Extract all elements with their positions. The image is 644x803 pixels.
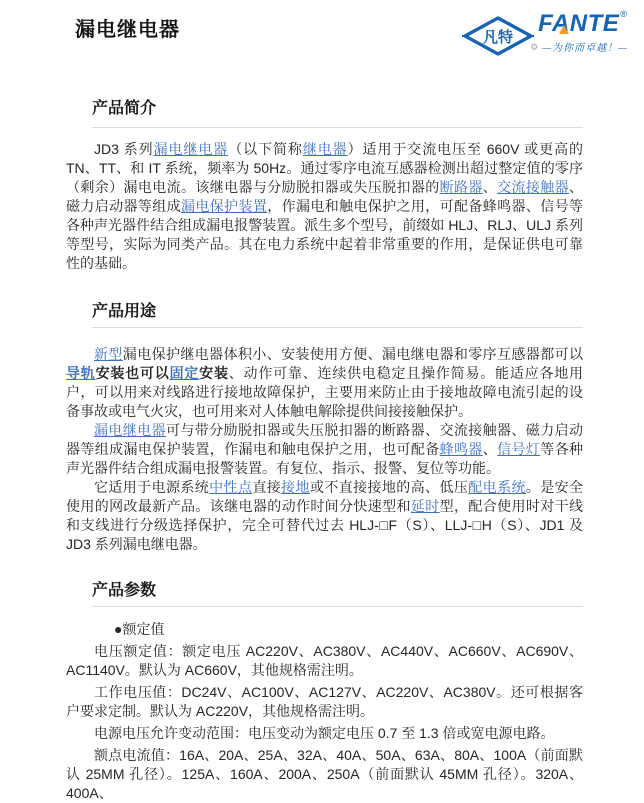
text-link[interactable]: 导轨 bbox=[66, 365, 96, 381]
diamond-logo-text: 凡特 bbox=[483, 29, 514, 46]
brand-name: FANTE bbox=[538, 10, 620, 37]
text-link[interactable]: 继电器 bbox=[302, 141, 348, 157]
text-run: 可与带分励脱扣器或失压脱扣器的断路器、交流接触器、磁力启动器等组成漏电保护装置，作漏电和触电保护之用，也可配备 bbox=[66, 422, 584, 457]
section-divider bbox=[92, 327, 583, 328]
section-body bbox=[66, 140, 583, 273]
section-heading-usage: 产品用途 bbox=[92, 303, 157, 320]
section-heading-params: 产品参数 bbox=[92, 582, 157, 599]
text-run: 额点电流值：16A、20A、25A、32A、40A、50A、63A、80A、100A（前面默认 25MM 孔径）。125A、160A、200A、250A（前面默认 45MM 孔径）。320A、400A、 bbox=[66, 747, 583, 801]
text-link[interactable]: 固定 bbox=[169, 365, 200, 381]
section-body bbox=[66, 620, 583, 803]
section-params bbox=[66, 582, 583, 803]
gear-icon: ⚙ bbox=[530, 42, 539, 52]
text-link[interactable]: 延时 bbox=[410, 498, 440, 514]
section-heading-intro: 产品简介 bbox=[92, 100, 157, 117]
text-run: 等各种声光器件结合组成漏电报警装置。有复位、指示、报警、复位等功能。 bbox=[66, 441, 584, 476]
text-run: 、动作可靠、连续供电稳定且操作简易。能适应各地用户，可以用来对线路进行接地故障保护，主要用来防止由于接地故障电流引起的设备事故或电气火灾，也可用来对人体触电解除提供间接接触保护。 bbox=[66, 365, 584, 419]
page-title: 漏电继电器 bbox=[75, 19, 180, 41]
diamond-logo-icon bbox=[462, 15, 534, 57]
text-link[interactable]: 漏电保护装置 bbox=[180, 198, 268, 214]
text-run: 直接 bbox=[252, 479, 282, 495]
paragraph bbox=[66, 746, 583, 803]
section-usage bbox=[66, 303, 583, 554]
section-divider bbox=[92, 127, 583, 128]
section-divider bbox=[92, 606, 583, 607]
paragraph bbox=[66, 345, 583, 421]
bold-text: 安装 bbox=[199, 365, 229, 381]
text-link[interactable]: 信号灯 bbox=[497, 441, 541, 457]
text-run: 它适用于电源系统 bbox=[94, 479, 210, 495]
text-run: 、磁力启动器等组成 bbox=[66, 179, 584, 214]
paragraph bbox=[66, 642, 583, 680]
brand-slogan: —为你而卓越！— bbox=[542, 43, 628, 54]
text-link[interactable]: 接地 bbox=[281, 479, 310, 495]
text-link[interactable]: 中性点 bbox=[209, 479, 253, 495]
paragraph bbox=[66, 478, 583, 554]
section-body bbox=[66, 345, 583, 554]
text-run: 漏电保护继电器体积小、安装使用方便、漏电继电器和零序互感器都可以 bbox=[122, 346, 584, 362]
text-link[interactable]: 断路器 bbox=[439, 179, 483, 195]
text-run: 型，配合使用时对干线和支线进行分级选择保护，完全可替代过去 HLJ-□F（S）、LLJ-□H（S）、JD1 及 JD3 系列漏电继电器。 bbox=[66, 498, 584, 552]
brand-block bbox=[530, 9, 628, 54]
text-run: JD3 系列 bbox=[94, 141, 154, 157]
text-run: ●额定值 bbox=[114, 621, 165, 637]
content bbox=[66, 100, 583, 803]
text-run: 、 bbox=[482, 179, 498, 195]
bold-text: 安装也可以 bbox=[95, 365, 170, 381]
text-run: 电压额定值：额定电压 AC220V、AC380V、AC440V、AC660V、AC690V、AC1140V。默认为 AC660V，其他规格需注明。 bbox=[66, 643, 583, 678]
text-link[interactable]: 漏电继电器 bbox=[94, 422, 166, 438]
text-run: 或不直接接地的高、低压 bbox=[309, 479, 469, 495]
paragraph bbox=[66, 140, 583, 273]
text-run: 、 bbox=[482, 441, 498, 457]
text-link[interactable]: 蜂鸣器 bbox=[439, 441, 483, 457]
text-link[interactable]: 交流接触器 bbox=[497, 179, 570, 195]
text-run: 电源电压允许变动范围：电压变动为额定电压 0.7 至 1.3 倍或宽电源电路。 bbox=[94, 725, 555, 741]
text-run: 工作电压值：DC24V、AC100V、AC127V、AC220V、AC380V。还可根据客户要求定制。默认为 AC220V，其他规格需注明。 bbox=[66, 684, 583, 719]
text-run: 。是安全使用的网改最新产品。该继电器的动作时间分快速型和 bbox=[66, 479, 584, 514]
text-link[interactable]: 漏电继电器 bbox=[153, 141, 229, 157]
text-run: ）适用于交流电压至 660V 或更高的 TN、TT、和 IT 系统，频率为 50Hz。通过零序电流互感器检测出超过整定值的零序（剩余）漏电电流。该继电器与分励脱扣器或失压脱扣器的 bbox=[66, 141, 584, 195]
text-link[interactable]: 新型 bbox=[94, 346, 123, 362]
registered-mark: ® bbox=[620, 9, 627, 19]
paragraph bbox=[66, 421, 583, 478]
paragraph bbox=[66, 724, 583, 743]
text-link[interactable]: 配电系统 bbox=[468, 479, 526, 495]
section-intro bbox=[66, 100, 583, 273]
paragraph bbox=[66, 683, 583, 721]
text-run: （以下简称 bbox=[228, 141, 303, 157]
brand-logo bbox=[462, 9, 628, 57]
text-run: ，作漏电和触电保护之用，可配备蜂鸣器、信号等各种声光器件结合组成漏电报警装置。派生多个型号，前缀如 HLJ、RLJ、ULJ 系列等型号，实际为同类产品。其在电力系统中起着非常重要的作用，是保证供电可靠性的基础。 bbox=[66, 198, 584, 271]
param-bullet-item bbox=[66, 620, 583, 639]
